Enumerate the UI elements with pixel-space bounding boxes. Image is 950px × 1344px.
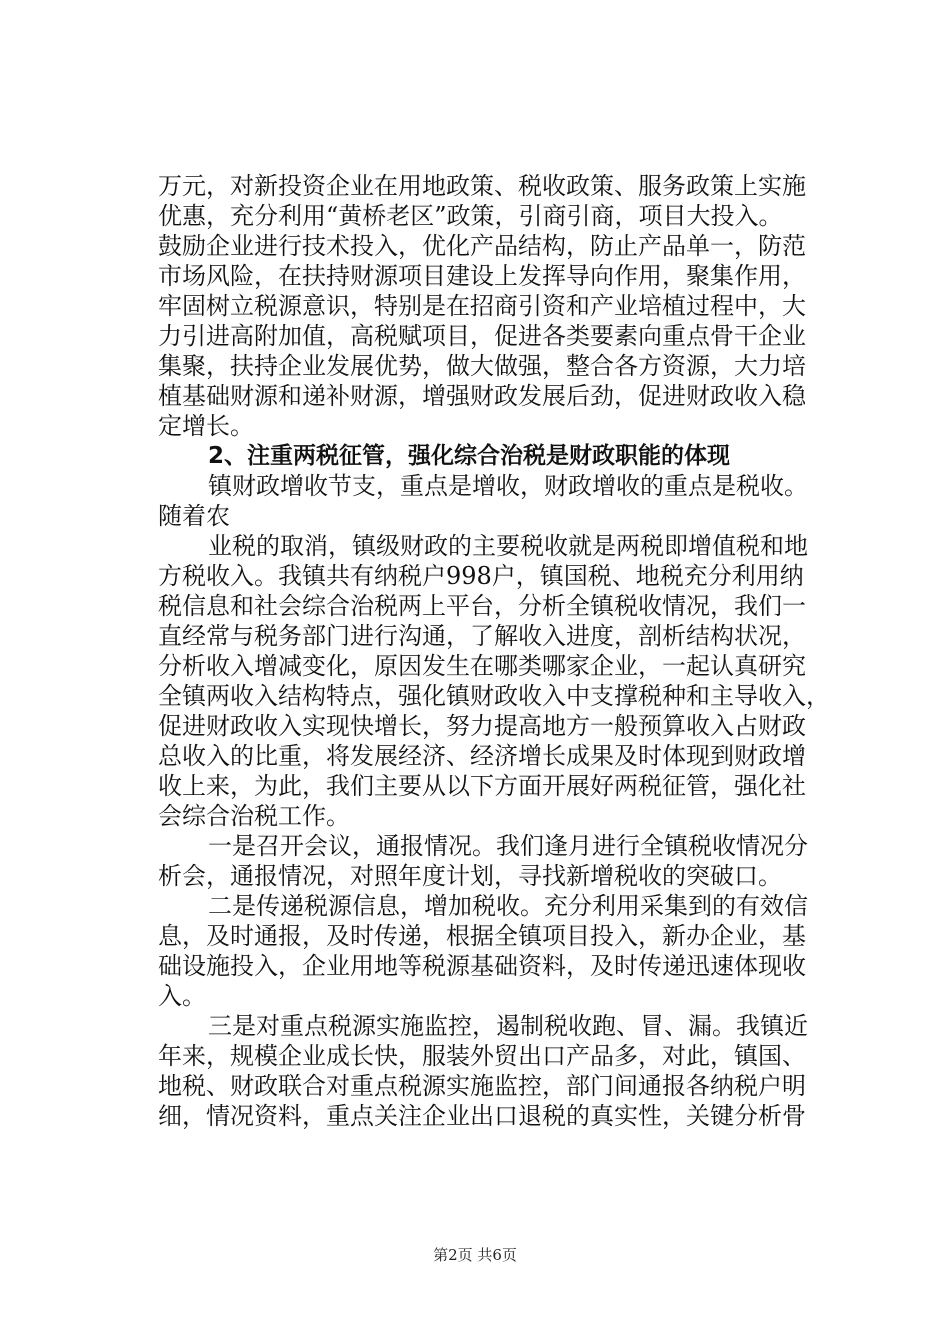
text-line: 随着农	[158, 502, 230, 530]
text-line: 细，情况资料，重点关注企业出口退税的真实性，关键分析骨	[158, 1102, 806, 1130]
text-line: 会综合治税工作。	[158, 802, 350, 830]
text-line: 牢固树立税源意识，特别是在招商引资和产业培植过程中，大	[158, 292, 806, 320]
text-line: 方税收入。我镇共有纳税户998户，镇国税、地税充分利用纳	[158, 562, 804, 590]
text-line: 植基础财源和递补财源，增强财政发展后劲，促进财政收入稳	[158, 382, 806, 410]
text-line: 息，及时通报，及时传递，根据全镇项目投入，新办企业，基	[158, 922, 806, 950]
text-line: 市场风险，在扶持财源项目建设上发挥导向作用，聚集作用，	[158, 262, 806, 290]
text-line: 集聚，扶持企业发展优势，做大做强，整合各方资源，大力培	[158, 352, 806, 380]
text-line: 析会，通报情况，对照年度计划，寻找新增税收的突破口。	[158, 862, 782, 890]
text-line: 础设施投入，企业用地等税源基础资料，及时传递迅速体现收	[158, 952, 806, 980]
text-line: 地税、财政联合对重点税源实施监控，部门间通报各纳税户明	[158, 1072, 806, 1100]
section-heading: 2、注重两税征管，强化综合治税是财政职能的体现	[208, 443, 731, 469]
text-line: 三是对重点税源实施监控，遏制税收跑、冒、漏。我镇近	[208, 1012, 808, 1040]
text-line: 直经常与税务部门进行沟通，了解收入进度，剖析结构状况，	[158, 622, 806, 650]
text-line: 年来，规模企业成长快，服装外贸出口产品多，对此，镇国、	[158, 1042, 806, 1070]
text-line: 镇财政增收节支，重点是增收，财政增收的重点是税收。	[208, 472, 808, 500]
text-line: 万元，对新投资企业在用地政策、税收政策、服务政策上实施	[158, 172, 806, 200]
text-line: 收上来，为此，我们主要从以下方面开展好两税征管，强化社	[158, 772, 806, 800]
text-line: 入。	[158, 982, 206, 1010]
text-line: 二是传递税源信息，增加税收。充分利用采集到的有效信	[208, 892, 808, 920]
text-line: 促进财政收入实现快增长，努力提高地方一般预算收入占财政	[158, 712, 806, 740]
text-line: 定增长。	[158, 412, 254, 440]
text-line: 鼓励企业进行技术投入，优化产品结构，防止产品单一，防范	[158, 232, 806, 260]
text-line: 业税的取消，镇级财政的主要税收就是两税即增值税和地	[208, 532, 808, 560]
text-line: 税信息和社会综合治税两上平台，分析全镇税收情况，我们一	[158, 592, 806, 620]
page-number-footer: 第2页 共6页	[433, 1246, 517, 1264]
document-body	[158, 171, 828, 1131]
text-line: 一是召开会议，通报情况。我们逢月进行全镇税收情况分	[208, 832, 808, 860]
text-line: 全镇两收入结构特点，强化镇财政收入中支撑税种和主导收入，	[158, 682, 830, 710]
text-line: 总收入的比重，将发展经济、经济增长成果及时体现到财政增	[158, 742, 806, 770]
text-line: 力引进高附加值，高税赋项目，促进各类要素向重点骨干企业	[158, 322, 806, 350]
text-line: 优惠，充分利用“黄桥老区”政策，引商引商，项目大投入。	[158, 202, 783, 230]
text-line: 分析收入增减变化，原因发生在哪类哪家企业，一起认真研究	[158, 652, 806, 680]
